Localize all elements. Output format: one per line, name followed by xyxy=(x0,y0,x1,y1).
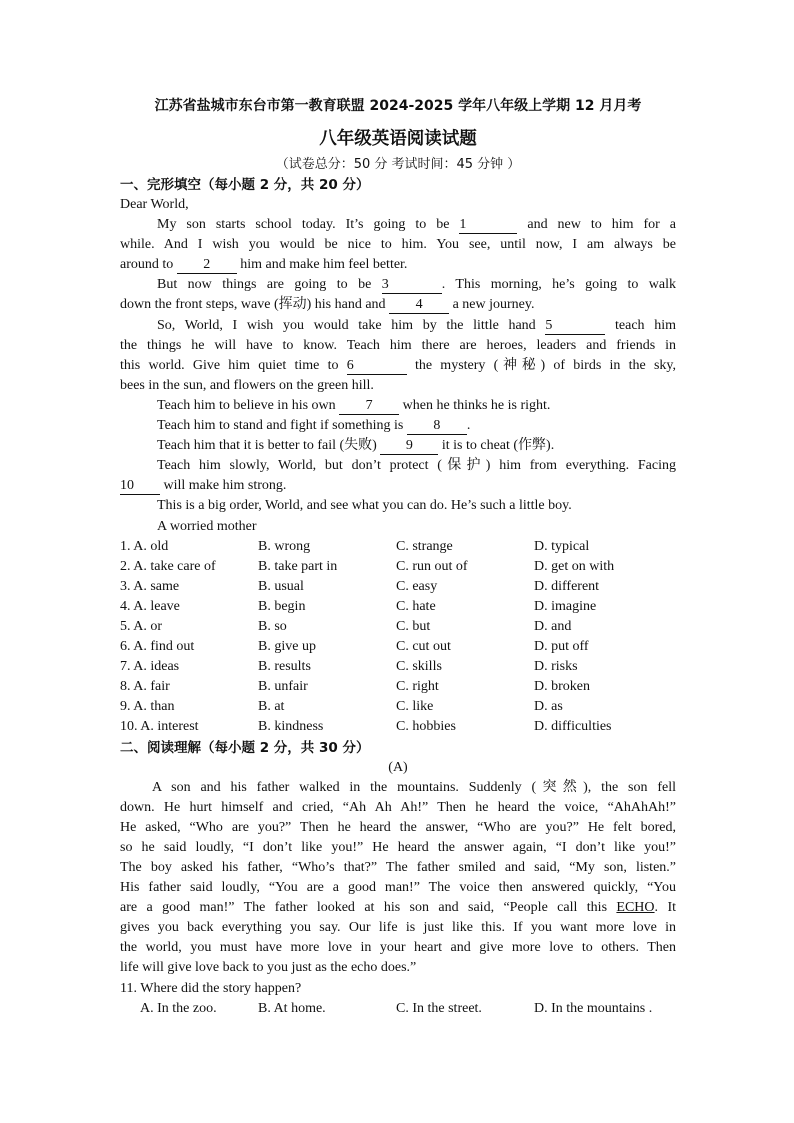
cloze-line: the things he will have to know. Teach him there are heroes, leaders and friends in xyxy=(120,337,676,353)
section-2-heading: 二、阅读理解（每小题 2 分，共 30 分） xyxy=(120,739,370,756)
option: D. get on with xyxy=(534,558,615,574)
option: B. unfair xyxy=(258,679,308,695)
option: D. put off xyxy=(534,639,589,655)
option: D. typical xyxy=(534,538,590,554)
option: B. At home. xyxy=(258,1000,326,1016)
exam-title: 江苏省盐城市东台市第一教育联盟 2024-2025 学年八年级上学期 12 月月考 xyxy=(154,98,642,114)
cloze-line: But now things are going to be 3 . This morning, he’s going to walk xyxy=(157,277,676,293)
option: D. difficulties xyxy=(534,719,612,735)
exam-info: （试卷总分：50 分 考试时间：45 分钟 ） xyxy=(275,157,521,172)
blank-7: 7 xyxy=(339,398,399,415)
passage-line: gives you back everything you say. Our life is just like this. If you want more love in xyxy=(120,920,676,936)
cloze-line: This is a big order, World, and see what you can do. He’s such a little boy. xyxy=(157,498,572,514)
echo-word: ECHO xyxy=(616,900,655,916)
passage-line: the world, you must have more love in your heart and give more love to others. Then xyxy=(120,940,676,956)
exam-page xyxy=(120,96,676,1019)
option: 6. A. find out xyxy=(120,639,195,655)
option: C. run out of xyxy=(396,558,468,574)
exam-subtitle: 八年级英语阅读试题 xyxy=(319,129,477,149)
option: C. easy xyxy=(396,578,438,594)
option: B. begin xyxy=(258,598,306,614)
passage-line: He asked, “Who are you?” Then he heard the answer, “Who are you?” He felt bored, xyxy=(120,819,676,835)
option: B. results xyxy=(258,659,311,675)
blank-8: 8 xyxy=(407,418,467,435)
blank-4: 4 xyxy=(389,297,449,314)
section-1-heading: 一、完形填空（每小题 2 分，共 20 分） xyxy=(120,177,370,193)
option: C. but xyxy=(396,618,431,634)
passage-label: (A) xyxy=(388,759,408,775)
passage-line: down. He hurt himself and cried, “Ah Ah Ah!” Then he heard the voice, “AhAhAh!” xyxy=(120,799,676,815)
option: 4. A. leave xyxy=(120,598,180,614)
cloze-line: around to 2 him and make him feel better. xyxy=(120,257,408,273)
option: C. right xyxy=(396,679,439,695)
cloze-options xyxy=(120,537,676,738)
option: B. take part in xyxy=(258,558,338,574)
cloze-line: 10 will make him strong. xyxy=(120,478,287,494)
option: D. as xyxy=(534,699,563,715)
blank-1: 1 xyxy=(459,217,517,234)
option: 1. A. old xyxy=(120,538,169,554)
blank-6: 6 xyxy=(347,358,407,375)
cloze-line: bees in the sun, and flowers on the green hill. xyxy=(120,377,374,393)
blank-5: 5 xyxy=(545,318,605,335)
cloze-line: My son starts school today. It’s going to be 1 and new to him for a xyxy=(157,217,677,233)
blank-3: 3 xyxy=(382,277,442,294)
option: B. so xyxy=(258,618,287,634)
passage-line: life will give love back to you just as the echo does.” xyxy=(120,960,417,976)
letter-greeting: Dear World, xyxy=(120,197,189,212)
option: 9. A. than xyxy=(120,699,175,715)
cloze-line: So, World, I wish you would take him by the little hand 5 teach him xyxy=(157,317,677,333)
option: 10. A. interest xyxy=(120,719,199,735)
option: B. usual xyxy=(258,578,304,594)
option: 3. A. same xyxy=(120,578,180,594)
question-11: 11. Where did the story happen? xyxy=(120,980,302,996)
option: C. hobbies xyxy=(396,719,456,735)
cloze-line: Teach him to believe in his own 7 when he thinks he is right. xyxy=(157,397,551,413)
cloze-line: while. And I wish you would be nice to him. You see, until now, I am always be xyxy=(120,237,676,253)
option: D. different xyxy=(534,578,600,594)
blank-10: 10 xyxy=(120,478,160,495)
passage-line: The boy asked his father, “Who’s that?” The father smiled and said, “My son, listen.” xyxy=(120,860,676,875)
question-11-options xyxy=(120,999,676,1019)
cloze-line: down the front steps, wave (挥动) his hand and 4 a new journey. xyxy=(120,297,535,313)
option: D. broken xyxy=(534,679,590,695)
passage-line: so he said loudly, “I don’t like you!” He heard the answer again, “I don’t like you!” xyxy=(120,839,676,855)
option: C. cut out xyxy=(396,639,451,655)
option: D. risks xyxy=(534,659,578,675)
option: A. In the zoo. xyxy=(140,1000,217,1016)
option: C. strange xyxy=(396,538,453,554)
passage-line: A son and his father walked in the mountains. Suddenly (突然), the son fell xyxy=(152,779,676,795)
blank-2: 2 xyxy=(177,257,237,274)
option: 8. A. fair xyxy=(120,679,170,695)
letter-signature: A worried mother xyxy=(157,518,257,534)
option: C. In the street. xyxy=(396,1000,482,1016)
option: C. skills xyxy=(396,659,442,675)
passage-line: His father said loudly, “You are a good man!” The voice then answered quickly, “You xyxy=(120,880,676,896)
option: B. give up xyxy=(258,639,316,655)
option: C. like xyxy=(396,699,434,715)
option: D. imagine xyxy=(534,598,597,614)
cloze-line: Teach him to stand and fight if something is 8 . xyxy=(157,418,471,434)
cloze-line: Teach him slowly, World, but don’t protect (保护) him from everything. Facing xyxy=(157,458,676,474)
option: D. In the mountains . xyxy=(534,1000,653,1016)
option: 7. A. ideas xyxy=(120,659,180,675)
option: B. wrong xyxy=(258,538,311,554)
option: C. hate xyxy=(396,598,436,614)
option: 2. A. take care of xyxy=(120,558,216,574)
option: 5. A. or xyxy=(120,618,162,634)
option: D. and xyxy=(534,618,572,634)
passage-line: are a good man!” The father looked at his son and said, “People call this ECHO. It xyxy=(120,900,676,916)
cloze-line: Teach him that it is better to fail (失败) 9 it is to cheat (作弊). xyxy=(157,438,555,454)
option: B. kindness xyxy=(258,719,324,735)
cloze-line: this world. Give him quiet time to 6 the mystery (神秘) of birds in the sky, xyxy=(120,357,676,373)
blank-9: 9 xyxy=(380,438,438,455)
option: B. at xyxy=(258,699,285,715)
